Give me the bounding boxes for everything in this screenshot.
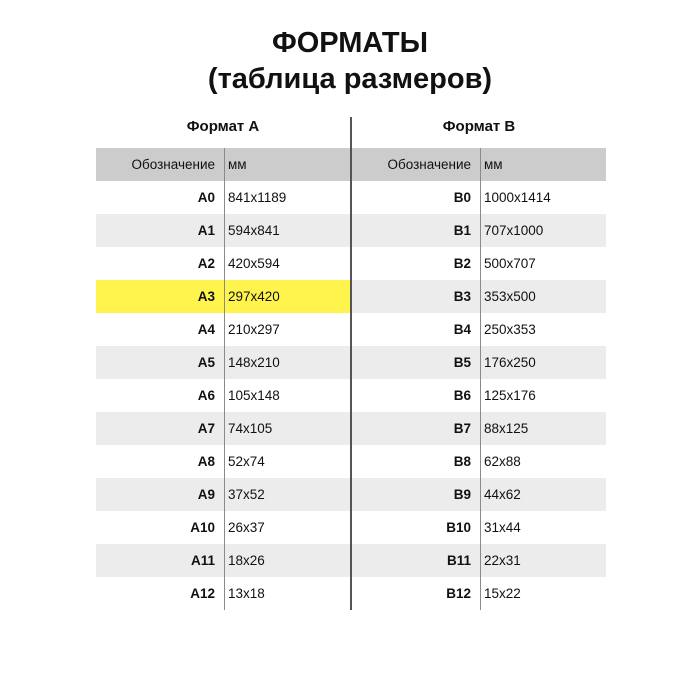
table-row (352, 478, 606, 511)
table-row (352, 412, 606, 445)
format-size: 74x105 (228, 421, 273, 436)
page-subtitle: (таблица размеров) (207, 63, 493, 95)
table-header-row (96, 148, 350, 181)
table-row-highlighted (96, 280, 350, 313)
format-code: B1 (453, 223, 471, 238)
table-row (352, 247, 606, 280)
format-size: 44x62 (484, 487, 521, 502)
table-row (352, 280, 606, 313)
format-code: B6 (453, 388, 471, 403)
format-size: 13x18 (228, 586, 265, 601)
format-code: A6 (197, 388, 215, 403)
format-size: 176x250 (484, 355, 536, 370)
format-code: A4 (197, 322, 215, 337)
table-row (96, 577, 350, 610)
format-code: A2 (197, 256, 215, 271)
table-row (352, 379, 606, 412)
column-separator (224, 148, 225, 610)
format-size: 420x594 (228, 256, 280, 271)
table-row (96, 478, 350, 511)
format-size: 15x22 (484, 586, 521, 601)
table-row (352, 445, 606, 478)
format-code: A8 (197, 454, 215, 469)
format-code: B7 (453, 421, 471, 436)
format-code: B11 (446, 553, 471, 568)
table-row (96, 511, 350, 544)
format-code: B9 (453, 487, 471, 502)
format-code: B5 (453, 355, 471, 370)
format-size: 250x353 (484, 322, 536, 337)
table-row (96, 181, 350, 214)
format-code: B4 (453, 322, 471, 337)
format-code: B3 (453, 289, 471, 304)
format-size: 37x52 (228, 487, 265, 502)
column-separator (480, 148, 481, 610)
format-size: 18x26 (228, 553, 265, 568)
format-code: B10 (446, 520, 471, 535)
format-size: 594x841 (228, 223, 280, 238)
header-mm: мм (484, 157, 503, 172)
format-size: 62x88 (484, 454, 521, 469)
format-code: A9 (197, 487, 215, 502)
format-code: A7 (197, 421, 215, 436)
format-a-panel (96, 112, 350, 601)
format-code: B12 (446, 586, 471, 601)
table-row (352, 346, 606, 379)
page-title: ФОРМАТЫ (271, 27, 429, 59)
format-a-table (96, 148, 350, 610)
header-mm: мм (228, 157, 247, 172)
table-row (352, 544, 606, 577)
format-size: 52x74 (228, 454, 265, 469)
table-row (96, 346, 350, 379)
format-code: A10 (190, 520, 215, 535)
table-header-row (352, 148, 606, 181)
format-code: A11 (190, 553, 215, 568)
table-row (96, 379, 350, 412)
format-size: 297x420 (228, 289, 280, 304)
format-code: A12 (190, 586, 215, 601)
format-size: 841x1189 (228, 190, 287, 205)
format-b-title: Формат В (442, 118, 516, 135)
table-row (96, 544, 350, 577)
format-b-table (352, 148, 606, 610)
format-size: 1000x1414 (484, 190, 551, 205)
table-row (352, 577, 606, 610)
format-code: A1 (197, 223, 215, 238)
table-row (96, 313, 350, 346)
format-size: 500x707 (484, 256, 536, 271)
header-designation: Обозначение (387, 157, 471, 172)
format-code: B0 (453, 190, 471, 205)
format-size: 125x176 (484, 388, 536, 403)
format-size: 707x1000 (484, 223, 544, 238)
format-code: A5 (197, 355, 215, 370)
format-size: 31x44 (484, 520, 521, 535)
table-row (352, 511, 606, 544)
format-size: 88x125 (484, 421, 529, 436)
table-row (96, 214, 350, 247)
format-size: 210x297 (228, 322, 280, 337)
format-size: 353x500 (484, 289, 536, 304)
format-code: B2 (453, 256, 471, 271)
format-size: 22x31 (484, 553, 521, 568)
table-row (96, 445, 350, 478)
table-row (96, 247, 350, 280)
format-size: 148x210 (228, 355, 280, 370)
format-b-panel (352, 112, 606, 601)
table-row (352, 181, 606, 214)
table-row (352, 214, 606, 247)
header-designation: Обозначение (131, 157, 215, 172)
format-a-title: Формат А (186, 118, 260, 135)
format-size: 105x148 (228, 388, 280, 403)
table-row (96, 412, 350, 445)
format-code: B8 (453, 454, 471, 469)
table-row (352, 313, 606, 346)
format-size: 26x37 (228, 520, 265, 535)
format-code: A3 (197, 289, 215, 304)
format-code: A0 (197, 190, 215, 205)
